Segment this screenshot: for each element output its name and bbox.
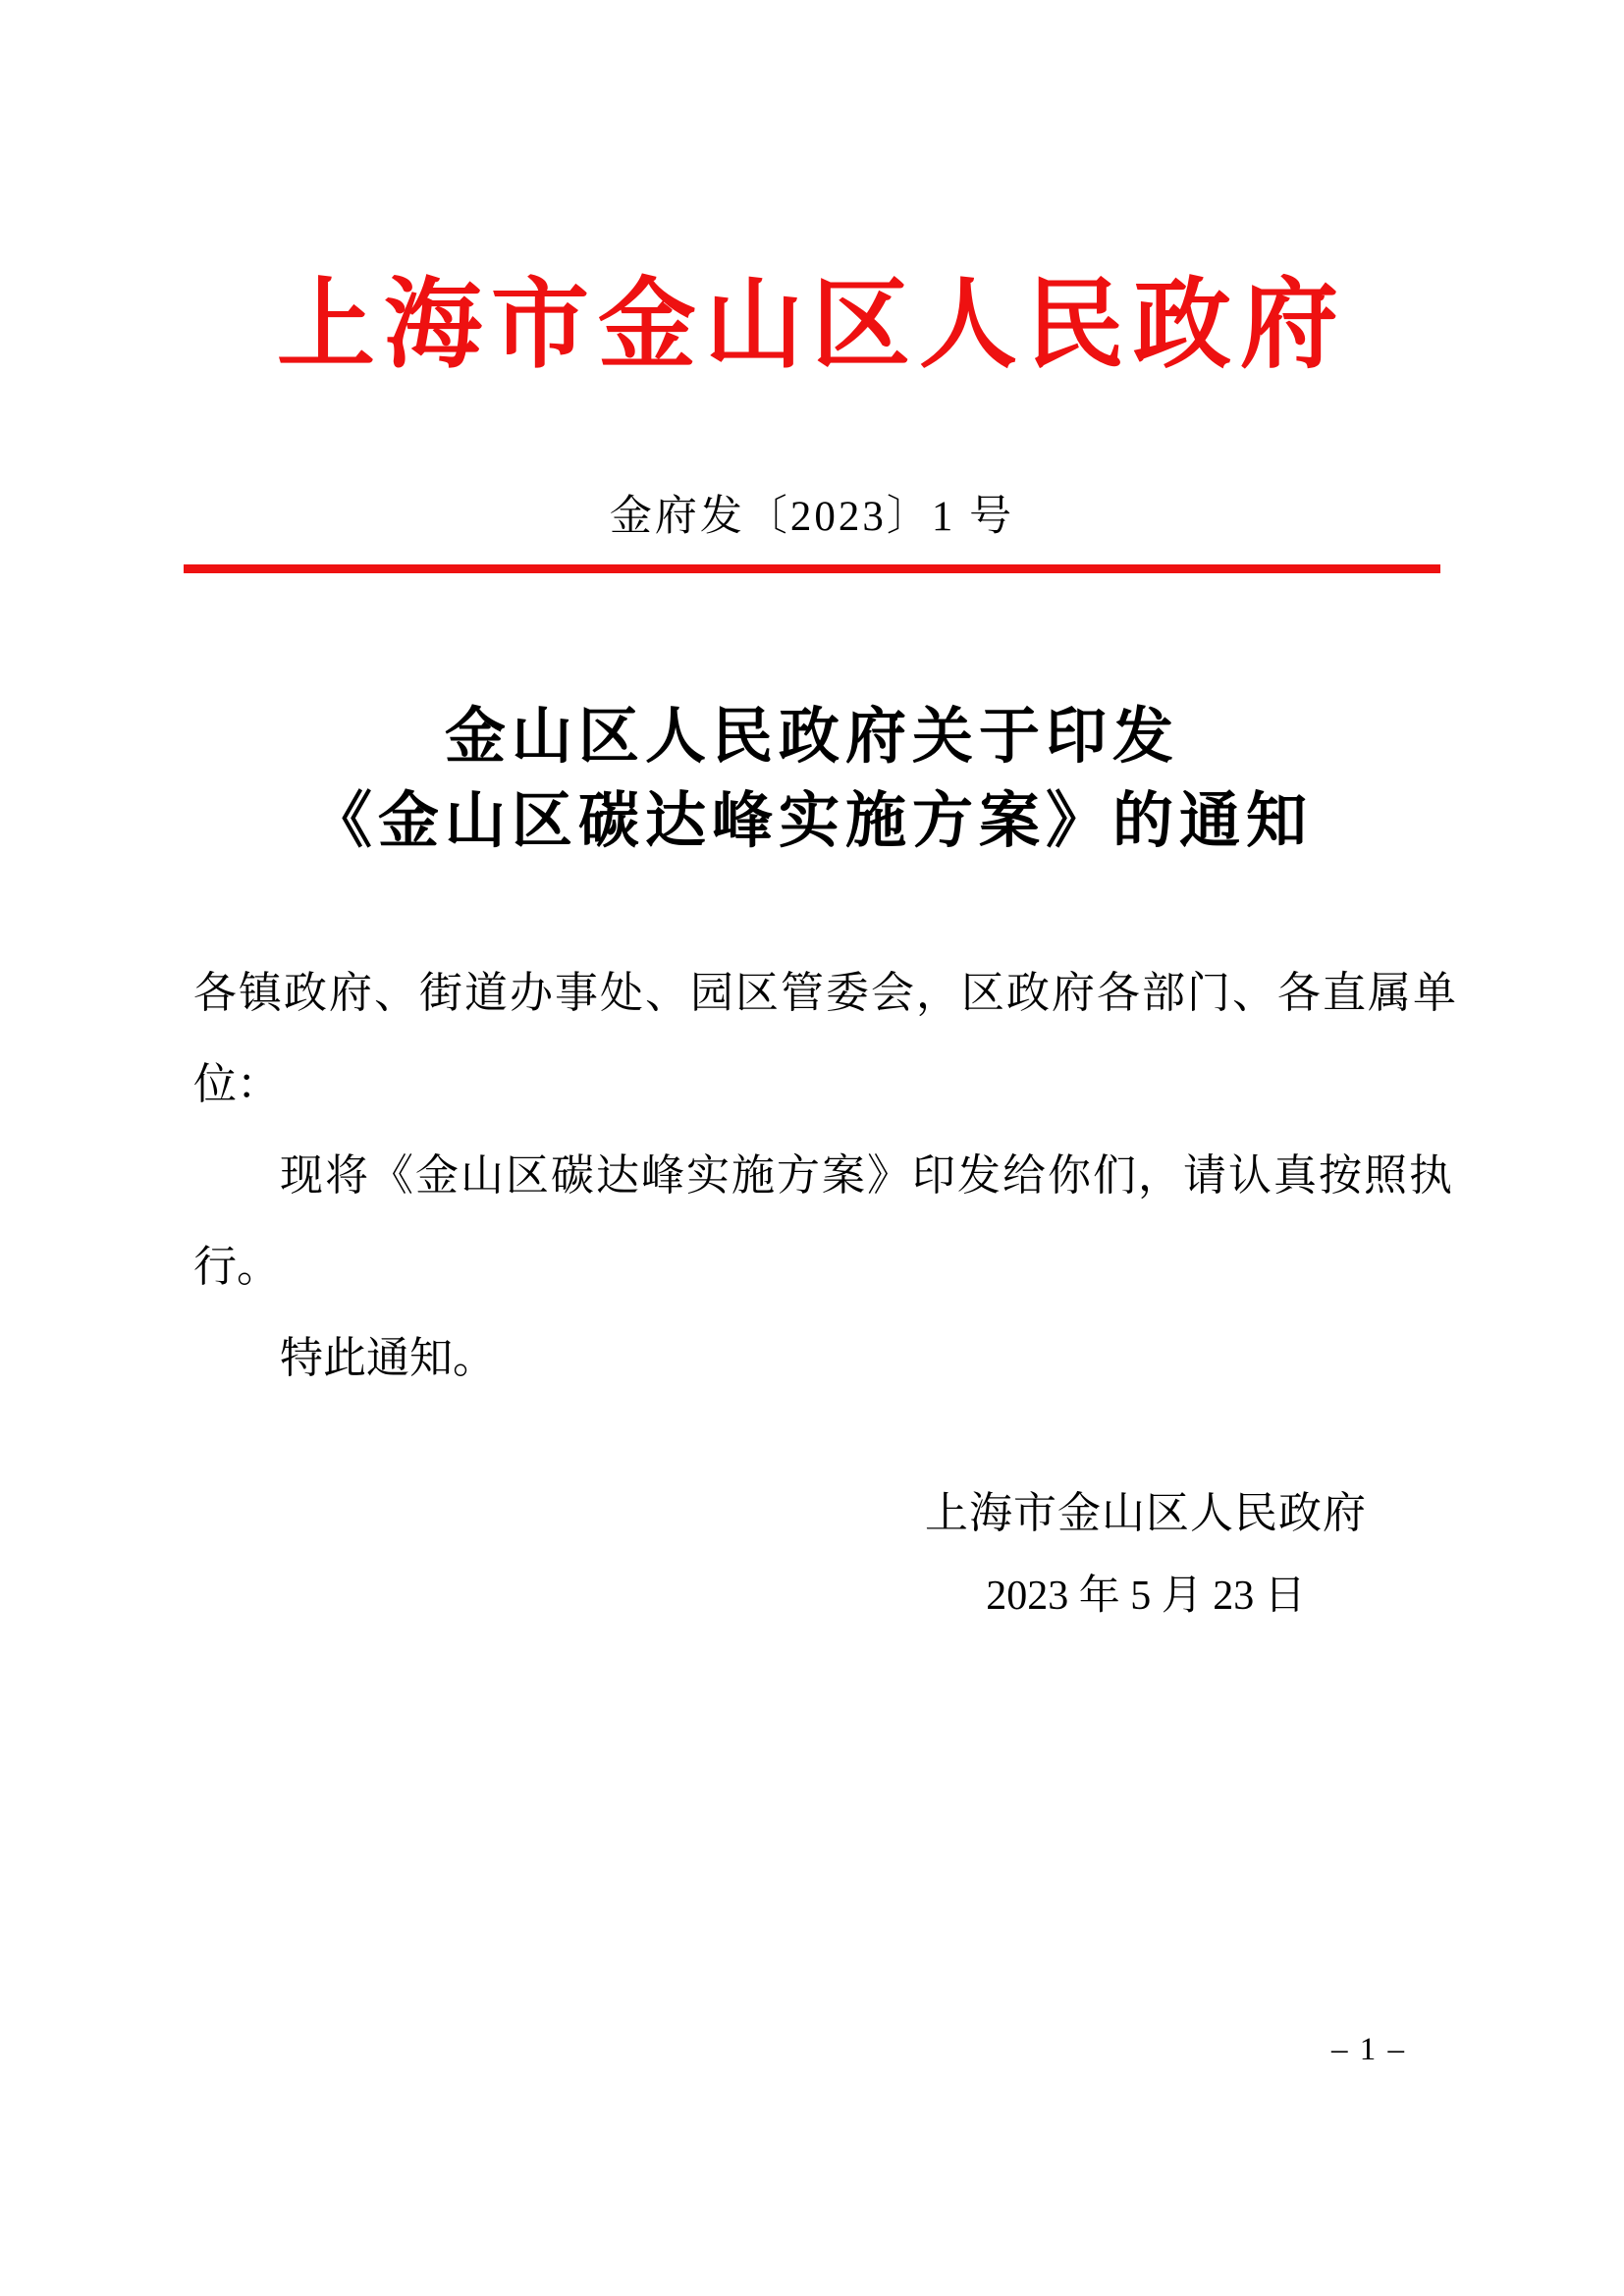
document-number: 金府发〔2023〕1 号 bbox=[609, 494, 1015, 540]
red-separator-line bbox=[184, 564, 1440, 573]
notice-title-line1: 金山区人民政府关于印发 bbox=[444, 704, 1179, 771]
body-line-recipients-wrap: 位： bbox=[193, 1060, 280, 1108]
signature-block bbox=[921, 1484, 1371, 1622]
signature-date: 2023 年 5 月 23 日 bbox=[986, 1574, 1306, 1619]
page-number: – 1 – bbox=[1331, 2032, 1406, 2067]
signature-org: 上海市金山区人民政府 bbox=[925, 1489, 1367, 1537]
letterhead-org-title: 上海市金山区人民政府 bbox=[277, 271, 1347, 380]
body-line-main: 现将《金山区碳达峰实施方案》印发给你们，请认真按照执 bbox=[280, 1151, 1454, 1200]
body-line-closing: 特此通知。 bbox=[280, 1334, 496, 1382]
notice-body bbox=[193, 947, 1458, 1404]
notice-title-line2: 《金山区碳达峰实施方案》的通知 bbox=[310, 788, 1313, 855]
body-line-recipients: 各镇政府、街道办事处、园区管委会，区政府各部门、各直属单 bbox=[193, 969, 1458, 1017]
notice-title bbox=[0, 695, 1624, 864]
body-line-main-wrap: 行。 bbox=[193, 1243, 280, 1291]
